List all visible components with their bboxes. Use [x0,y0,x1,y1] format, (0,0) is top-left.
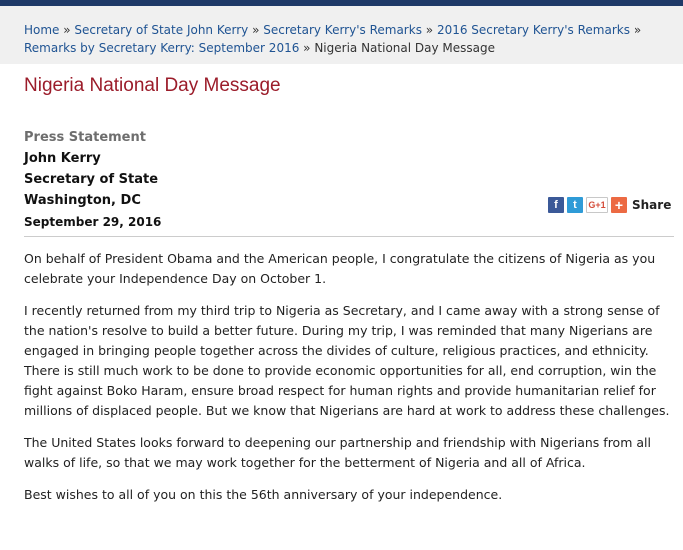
share-label[interactable]: Share [632,198,672,212]
breadcrumb-separator: » [425,23,437,37]
page-title: Nigeria National Day Message [24,75,281,96]
breadcrumb-remarks-link[interactable]: Secretary Kerry's Remarks [263,23,422,37]
breadcrumb-separator: » [303,41,315,55]
breadcrumb-current: Nigeria National Day Message [314,41,495,55]
statement-body [24,249,676,517]
breadcrumb-separator: » [63,23,75,37]
share-bar [548,197,671,213]
statement-date: September 29, 2016 [24,215,162,229]
statement-meta [24,128,161,232]
body-paragraph: Best wishes to all of you on this the 56th anniversary of your independence. [24,487,503,502]
body-paragraph: On behalf of President Obama and the American people, I congratulate the citizens of Nigeria as you celebrate your Independence Day on October 1. [24,251,656,286]
statement-type: Press Statement [24,130,146,145]
breadcrumb-home-link[interactable]: Home [24,23,60,37]
breadcrumb-2016-remarks-link[interactable]: 2016 Secretary Kerry's Remarks [436,23,630,37]
statement-role: Secretary of State [24,172,159,187]
breadcrumb-separator: » [633,23,642,37]
twitter-icon[interactable]: t [567,197,583,213]
statement-author: John Kerry [24,151,101,166]
breadcrumb-secretary-link[interactable]: Secretary of State John Kerry [74,23,249,37]
body-paragraph: I recently returned from my third trip to Nigeria as Secretary, and I came away with a strong sense of the nation's resolve to build a better future. During my trip, I was reminded that many Nigerians are engaged in bringing people together across the divides of culture, religious practices, and ethnicity. There is still much work to be done to provide economic opportunities for all, end corruption, win the fight against Boko Haram, ensure broad respect for human rights and provide humanitarian relief for millions of displaced people. But we know that Nigerians are hard at work to address these challenges. [24,303,670,418]
breadcrumb [24,21,664,57]
google-plus-icon[interactable]: G+1 [586,197,608,213]
body-paragraph: The United States looks forward to deepening our partnership and friendship with Nigerians from all walks of life, so that we may work together for the betterment of Nigeria and all of Africa. [24,435,651,470]
divider [24,236,674,237]
breadcrumb-september-remarks-link[interactable]: Remarks by Secretary Kerry: September 2016 [24,41,300,55]
statement-location: Washington, DC [24,193,141,208]
breadcrumb-separator: » [252,23,264,37]
share-more-icon[interactable]: + [611,197,627,213]
facebook-icon[interactable]: f [548,197,564,213]
